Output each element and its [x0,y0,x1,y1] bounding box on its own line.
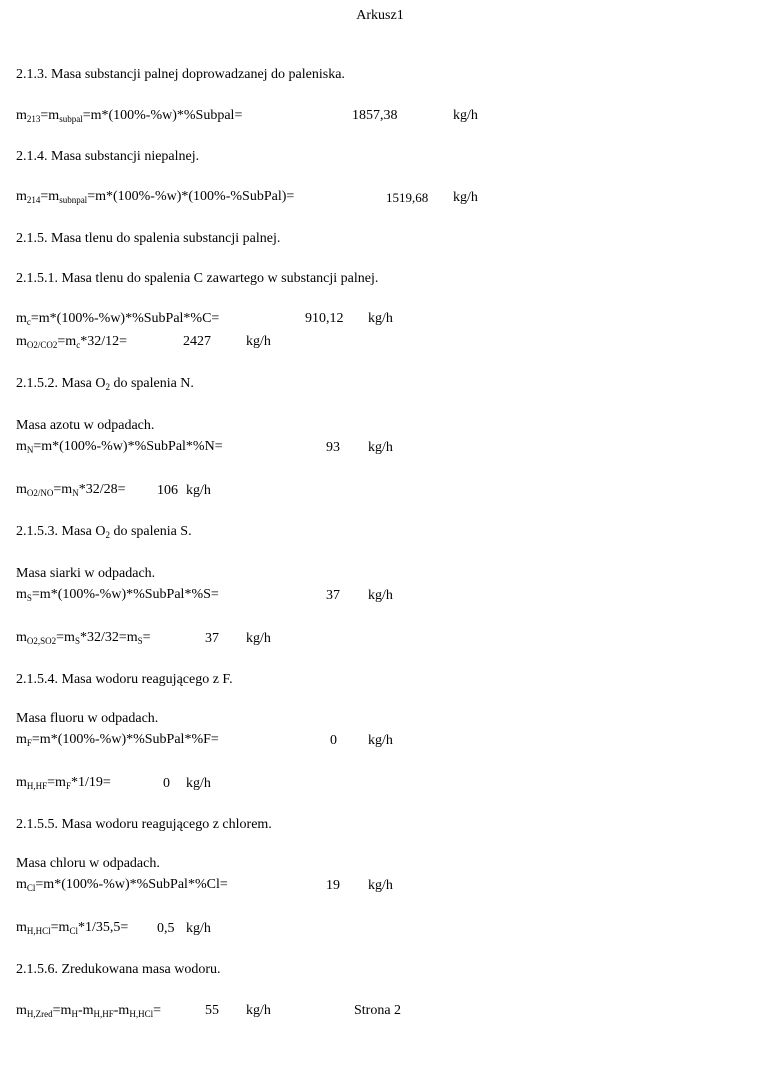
value-m213: 1857,38 [352,108,398,123]
formula-mf: $m_F=m*(100\%-\%w)*\%SubPal*\%F=$ [16,732,219,748]
formula-mo2-co2: $m_{O2/CO2}=m_c*32/12=$ [16,334,127,350]
caption-chlorine: Masa chloru w odpadach. [16,856,160,871]
unit-mo2-so2: kg/h [246,631,271,646]
unit-mh-hf: kg/h [186,776,211,791]
value-mo2-no: 106 [157,483,178,498]
unit-mh-hcl: kg/h [186,921,211,936]
formula-mc: $m_c=m*(100\%-\%w)*\%SubPal*\%C=$ [16,311,220,327]
sheet-title: Arkusz1 [356,8,404,23]
unit-mc: kg/h [368,311,393,326]
section-heading-2-1-5: 2.1.5. Masa tlenu do spalenia substancji palnej. [16,231,281,246]
value-m214: 1519,68 [386,190,429,205]
formula-mh-zred: $m_{H,Zred}=m_H-m_{H,HF}-m_{H,HCl}=$ [16,1003,161,1019]
formula-ms: $m_S=m*(100\%-\%w)*\%SubPal*\%S=$ [16,587,219,603]
value-mc: 910,12 [305,311,344,326]
section-heading-2-1-5-3: 2.1.5.3. Masa $O_2$ do spalenia S. [16,524,192,540]
unit-mh-zred: kg/h [246,1003,271,1018]
value-mcl: 19 [326,878,340,893]
formula-mo2-no: $m_{O2/NO}=m_N*32/28=$ [16,482,126,498]
unit-mf: kg/h [368,733,393,748]
formula-m213: $m_{213}=m_{subpal}=m*(100\%-\%w)*\%Subpal=$ [16,108,243,124]
section-heading-2-1-5-4: 2.1.5.4. Masa wodoru reagującego z F. [16,672,233,687]
caption-fluorine: Masa fluoru w odpadach. [16,711,159,726]
formula-m214: $m_{214}=m_{subnpal}=m*(100\%-\%w)*(100\%-\%SubPal)=$ [16,189,295,205]
caption-nitrogen: Masa azotu w odpadach. [16,418,155,433]
unit-mo2-no: kg/h [186,483,211,498]
caption-sulfur: Masa siarki w odpadach. [16,566,156,581]
value-mh-zred: 55 [205,1003,219,1018]
unit-mn: kg/h [368,440,393,455]
unit-mcl: kg/h [368,878,393,893]
section-heading-2-1-5-6: 2.1.5.6. Zredukowana masa wodoru. [16,962,221,977]
formula-mcl: $m_{Cl}=m*(100\%-\%w)*\%SubPal*\%Cl=$ [16,877,228,893]
section-heading-2-1-4: 2.1.4. Masa substancji niepalnej. [16,149,200,164]
value-mn: 93 [326,440,340,455]
value-ms: 37 [326,588,340,603]
formula-mh-hcl: $m_{H,HCl}=m_{Cl}*1/35,5=$ [16,920,129,936]
unit-m214: kg/h [453,190,478,205]
value-mo2-co2: 2427 [183,334,211,349]
formula-mn: $m_N=m*(100\%-\%w)*\%SubPal*\%N=$ [16,439,223,455]
value-mh-hcl: 0,5 [157,921,175,936]
unit-mo2-co2: kg/h [246,334,271,349]
section-heading-2-1-5-2: 2.1.5.2. Masa $O_2$ do spalenia N. [16,376,194,392]
value-mo2-so2: 37 [205,631,219,646]
section-heading-2-1-5-5: 2.1.5.5. Masa wodoru reagującego z chlorem. [16,817,272,832]
value-mh-hf: 0 [163,776,170,791]
section-heading-2-1-3: 2.1.3. Masa substancji palnej doprowadzanej do paleniska. [16,67,345,82]
unit-ms: kg/h [368,588,393,603]
section-heading-2-1-5-1: 2.1.5.1. Masa tlenu do spalenia C zawartego w substancji palnej. [16,271,379,286]
value-mf: 0 [330,733,337,748]
page-number: Strona 2 [354,1003,402,1018]
formula-mh-hf: $m_{H,HF}=m_F*1/19=$ [16,775,111,791]
formula-mo2-so2: $m_{O2,SO2}=m_S*32/32=m_S=$ [16,630,151,646]
unit-m213: kg/h [453,108,478,123]
